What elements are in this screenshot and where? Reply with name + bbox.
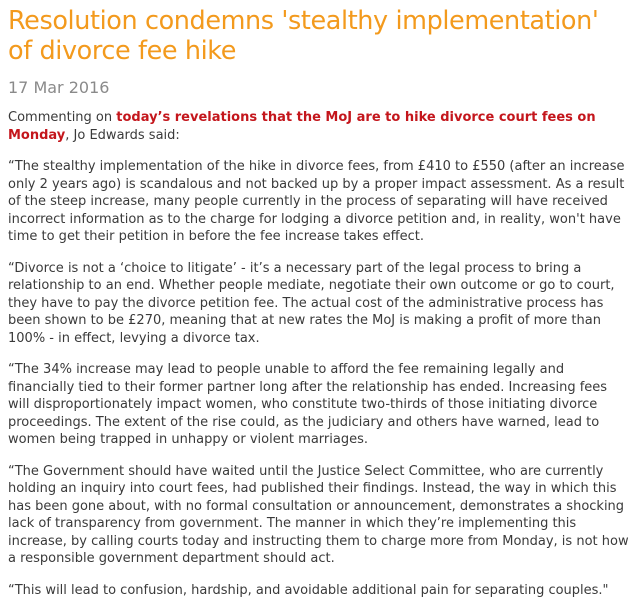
body-paragraph-5: “This will lead to confusion, hardship, and avoidable additional pain for separating couples." (8, 582, 609, 598)
publish-date: 17 Mar 2016 (8, 78, 110, 97)
headline-line-1: Resolution condemns 'stealthy implementation' (8, 6, 599, 36)
headline (8, 6, 631, 66)
headline-line-2: of divorce fee hike (8, 36, 237, 66)
body-paragraph-1: “The stealthy implementation of the hike in divorce fees, from £410 to £550 (after an increase only 2 years ago) is scandalous and not backed up by a proper impact assessment. As a result of the steep increase, many people currently in the process of separating will have received incorrect information as to the charge for lodging a divorce petition and, in reality, won't have time to get their petition in before the fee increase takes effect. (8, 159, 625, 244)
intro-paragraph (8, 109, 631, 144)
body-paragraph-4: “The Government should have waited until the Justice Select Committee, who are currently holding an inquiry into court fees, had published their findings. Instead, the way in which this has been gone about, with no formal consultation or announcement, demonstrates a shocking lack of transparency from government. The manner in which they’re implementing this increase, by calling courts today and instructing them to charge more from Monday, is not how a responsible government department should act. (8, 463, 629, 566)
body-paragraph-2: “Divorce is not a ‘choice to litigate’ - it’s a necessary part of the legal process to bring a relationship to an end. Whether people mediate, negotiate their own outcome or go to court, they have to pay the divorce petition fee. The actual cost of the administrative process has been shown to be £270, meaning that at new rates the MoJ is making a profit of more than 100% - in effect, levying a divorce tax. (8, 260, 615, 346)
intro-suffix: , Jo Edwards said: (65, 127, 180, 143)
body-paragraph-3: “The 34% increase may lead to people unable to afford the fee remaining legally and financially tied to their former partner long after the relationship has ended. Increasing fees will disproportionately impact women, who constitute two-thirds of those initiating divorce proceedings. The extent of the rise could, as the judiciary and others have warned, lead to women being trapped in unhappy or violent marriages. (8, 362, 608, 447)
revelations-link[interactable]: today’s revelations that the MoJ are to hike divorce court fees on Monday (8, 110, 596, 143)
intro-prefix: Commenting on (8, 110, 117, 125)
